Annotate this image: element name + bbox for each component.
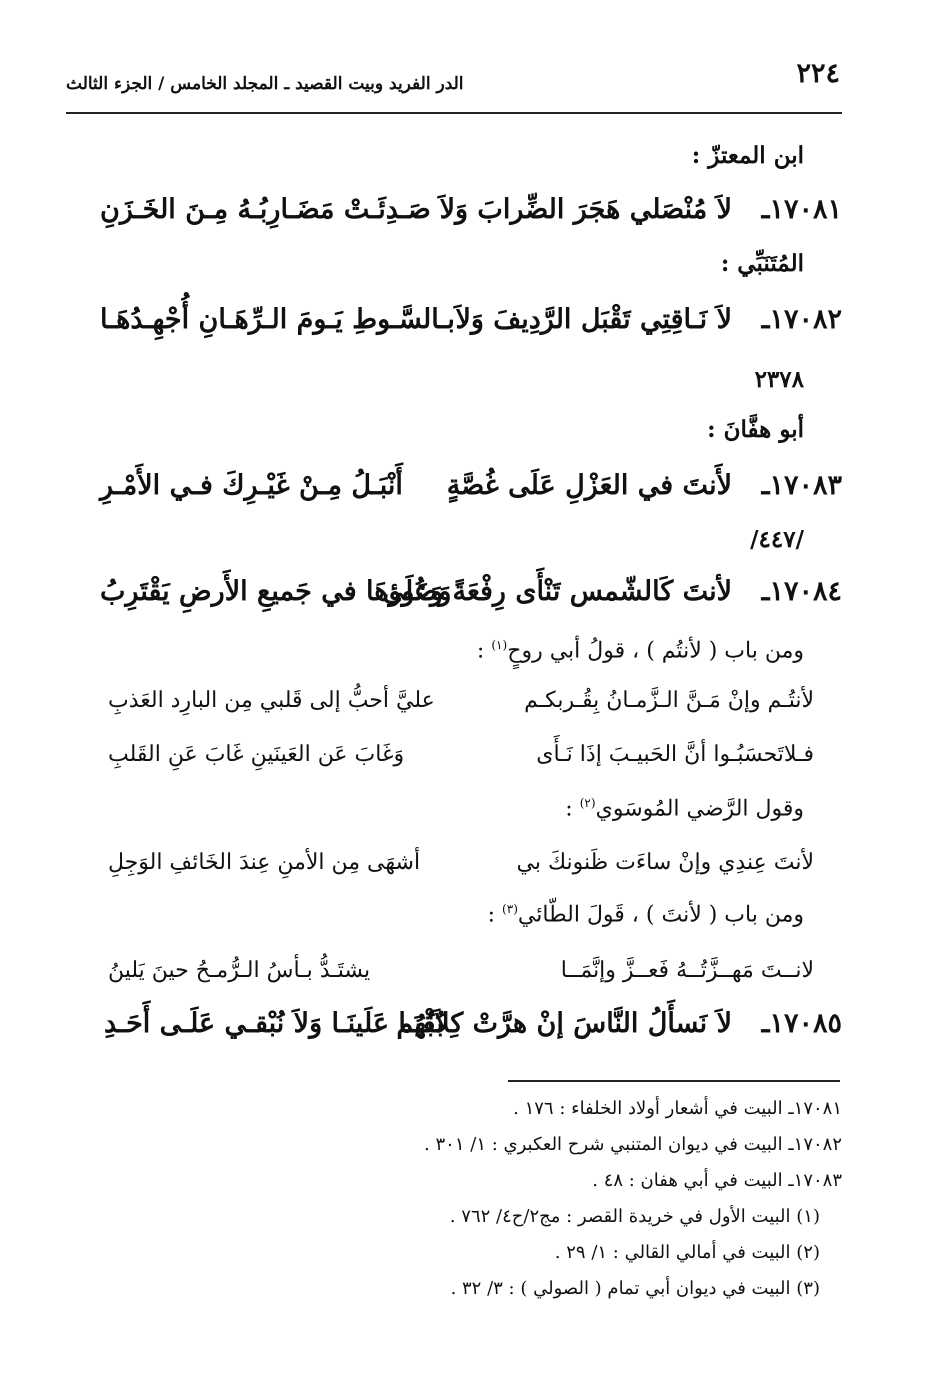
verse-number: ١٧٠٨٤ـ <box>761 576 842 607</box>
verse-number: ١٧٠٨٣ـ <box>761 470 842 501</box>
inset-second-hemistich: أشهَى مِن الأمنِ عِندَ الخَائفِ الوَجِلِ <box>108 850 421 875</box>
header-divider <box>66 112 842 114</box>
footnote: ١٧٠٨٣ـ البيت في أبي هفان : ٤٨ . <box>592 1170 842 1191</box>
verse-number: ١٧٠٨١ـ <box>761 194 842 225</box>
inset-second-hemistich: وَغَابَ عَن العَينَينِ غَابَ عَنِ القَلبِ <box>108 742 405 767</box>
verse-first-hemistich: لاَ مُنْصَلي هَجَرَ الضِّرابَ وَلاَ <box>439 194 732 225</box>
footnote: ١٧٠٨٢ـ البيت في ديوان المتنبي شرح العكبري : ١/ ٣٠١ . <box>424 1134 842 1155</box>
footnote: (٣) البيت في ديوان أبي تمام ( الصولي ) : ٣/ ٣٢ . <box>450 1278 820 1299</box>
reference-number: ٢٣٧٨ <box>754 366 804 393</box>
footnote: ١٧٠٨١ـ البيت في أشعار أولاد الخلفاء : ١٧٦ . <box>513 1098 842 1119</box>
inset-first-hemistich: فـلاتَحسَبُـوا أنَّ الحَبيـبَ إذَا نَـأَى <box>536 742 814 767</box>
verse-second-hemistich: بـالسَّـوطِ يَـومَ الـرِّهَـانِ أُجْهِـدُهَـا <box>100 304 455 335</box>
verse-first-hemistich: لاَ نَـاقِتِي تَقْبَل الرَّدِيفَ وَلاَ <box>455 304 732 335</box>
poet-name: ابن المعتزّ : <box>691 142 804 169</box>
verse-second-hemistich: بُقْيَـا عَلَينَـا وَلاَ نُبْقـي عَلَـى أَحَـدِ <box>104 1008 444 1039</box>
page-number: ٢٢٤ <box>796 58 840 89</box>
verse-number: ١٧٠٨٢ـ <box>761 304 842 335</box>
inset-first-hemistich: لانــتَ مَهــزَّتُــهُ فَعــزَّ وإنَّمَــا <box>560 958 814 983</box>
citation-note <box>477 638 804 663</box>
inset-first-hemistich: لأنتُـم وإنْ مَـنَّ الـزَّمـانُ بِقُـربكـم <box>524 688 814 713</box>
footnote: (٢) البيت في أمالي القالي : ١/ ٢٩ . <box>554 1242 820 1263</box>
verse-first-hemistich: لاَ نَسأَلُ النَّاسَ إنْ هرَّتْ كِلاَبُهُم <box>396 1008 732 1039</box>
inset-second-hemistich: عليَّ أحبُّ إلى قَلبي مِن البارِد العَذبِ <box>108 688 435 713</box>
citation-text: وقول الرَّضي المُوسَوي <box>595 796 804 822</box>
citation-colon: : <box>487 902 502 928</box>
verse-first-hemistich: لأنتَ كَالشّمس تَنْأَى رِفْعَةً وَعُلَى <box>382 576 732 607</box>
citation-note <box>565 796 804 821</box>
citation-text: ومن باب ( لأنتُم ) ، قولُ أبي روحٍ <box>507 638 804 664</box>
inset-second-hemistich: يشتَـدُّ بـأسُ الـرُّمـحُ حينَ يَلينُ <box>108 958 371 983</box>
footnote-marker: (٢) <box>579 796 596 810</box>
verse-second-hemistich: صَـدِئَـتْ مَضَـارِبُـهُ مِـنَ الخَـزَنِ <box>100 194 431 225</box>
citation-colon: : <box>476 638 492 664</box>
poet-name: المُتَنَبِّي : <box>720 250 804 277</box>
footnote-marker: (٣) <box>501 902 518 916</box>
inset-first-hemistich: لأنتَ عِندِي وإنْ ساءَت ظَنونكَ بي <box>516 850 814 875</box>
verse-second-hemistich: وَضَوؤهَا في جَميعِ الأَرضِ يَقْتَرِبُ <box>100 576 452 607</box>
citation-colon: : <box>565 796 580 822</box>
verse-first-hemistich: لأَنتَ في العَزْلِ عَلَى غُصَّةٍ <box>446 470 732 501</box>
poet-name: أبو هفَّانَ : <box>707 416 804 443</box>
footnote: (١) البيت الأول في خريدة القصر : مج٢/ح٤/ ٧٦٢ . <box>449 1206 820 1227</box>
footnote-marker: (١) <box>491 638 508 652</box>
verse-second-hemistich: أَنْبَـلُ مِـنْ غَيْـرِكَ فـي الأَمْـرِ <box>100 470 403 501</box>
citation-note <box>488 902 804 927</box>
footnote-divider <box>508 1080 840 1082</box>
citation-text: ومن باب ( لأنتَ ) ، قَولَ الطّائي <box>517 902 804 928</box>
verse-number: ١٧٠٨٥ـ <box>761 1008 842 1039</box>
running-title: الدر الفريد وبيت القصيد ـ المجلد الخامس / الجزء الثالث <box>66 74 464 94</box>
reference-number: /٤٤٧/ <box>750 526 804 553</box>
